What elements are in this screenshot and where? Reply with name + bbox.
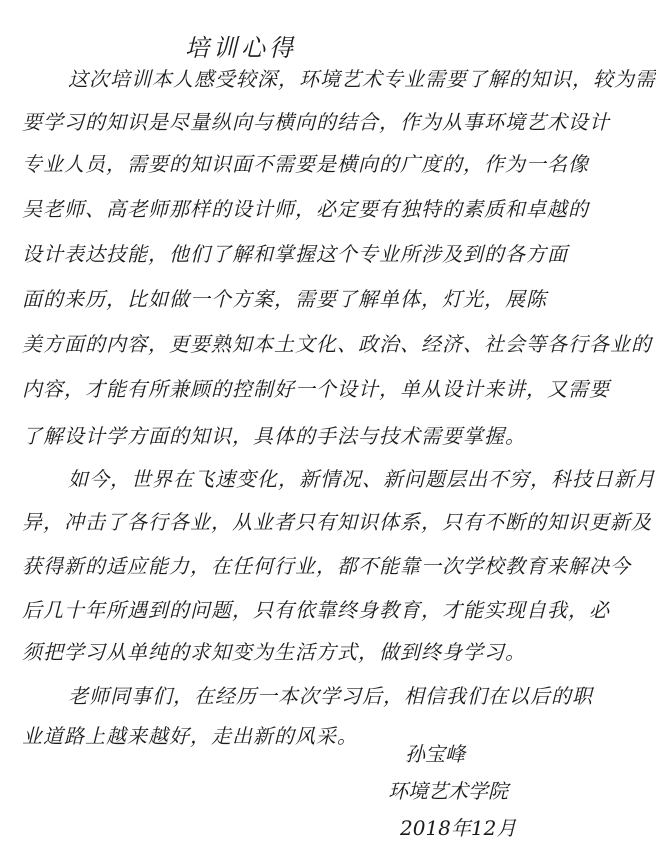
paragraph-line: 要学习的知识是尽量纵向与横向的结合，作为从事环境艺术设计: [22, 110, 610, 134]
paragraph-line: 后几十年所遇到的问题，只有依靠终身教育，才能实现自我，必: [22, 598, 610, 622]
paragraph-line: 这次培训本人感受较深，环境艺术专业需要了解的知识，较为需: [68, 67, 656, 91]
paragraph-line: 须把学习从单纯的求知变为生活方式，做到终身学习。: [22, 640, 526, 664]
signature-date: 2018年12月: [400, 816, 517, 840]
paragraph-line: 了解设计学方面的知识，具体的手法与技术需要掌握。: [22, 424, 526, 448]
paragraph-line: 设计表达技能，他们了解和掌握这个专业所涉及到的各方面: [22, 242, 568, 266]
paragraph-line: 吴老师、高老师那样的设计师，必定要有独特的素质和卓越的: [22, 197, 589, 221]
paragraph-line: 异，冲击了各行各业，从业者只有知识体系，只有不断的知识更新及: [22, 510, 652, 534]
paragraph-line: 内容，才能有所兼顾的控制好一个设计，单从设计来讲，又需要: [22, 377, 610, 401]
paragraph-line: 老师同事们，在经历一本次学习后，相信我们在以后的职: [68, 684, 593, 708]
paragraph-line: 美方面的内容，更要熟知本土文化、政治、经济、社会等各行各业的: [22, 332, 652, 356]
signature-name: 孙宝峰: [405, 742, 465, 766]
document-title: 培训心得: [185, 34, 297, 62]
paragraph-line: 面的来历，比如做一个方案，需要了解单体，灯光，展陈: [22, 287, 547, 311]
paragraph-line: 获得新的适应能力，在任何行业，都不能靠一次学校教育来解决今: [22, 554, 631, 578]
paragraph-line: 业道路上越来越好，走出新的风采。: [22, 724, 358, 748]
paragraph-line: 如今，世界在飞速变化，新情况、新问题层出不穷，科技日新月: [68, 467, 656, 491]
paragraph-line: 专业人员，需要的知识面不需要是横向的广度的，作为一名像: [22, 152, 589, 176]
signature-institution: 环境艺术学院: [388, 779, 508, 803]
